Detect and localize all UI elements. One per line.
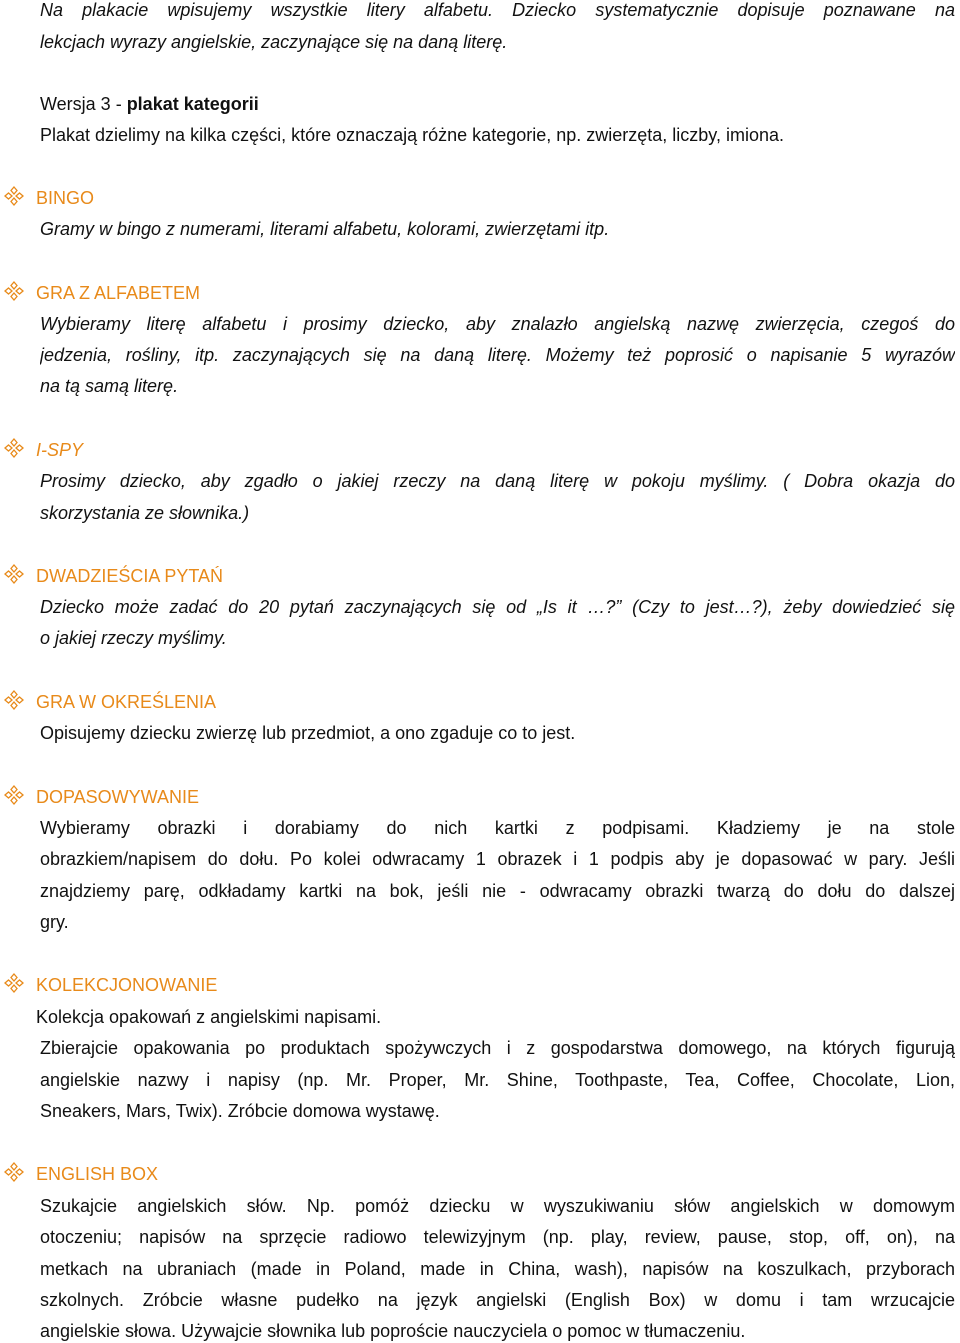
kolekcjonowanie-line-1: Kolekcja opakowań z angielskimi napisami.: [36, 1007, 382, 1027]
diamond-cluster-icon: [4, 1162, 24, 1182]
diamond-cluster-icon: [4, 690, 24, 710]
dopasowywanie-line-4: gry.: [40, 912, 69, 932]
heading-gra-w-okreslenia: GRA W OKREŚLENIA: [36, 692, 217, 712]
englishbox-line-3: metkach na ubraniach (made in Poland, made in China, wash), napisów na koszulkach, przyborach: [40, 1259, 955, 1279]
heading-kolekcjonowanie: KOLEKCJONOWANIE: [36, 975, 218, 995]
intro-line-2: lekcjach wyrazy angielskie, zaczynające się na daną literę.: [40, 32, 508, 52]
diamond-cluster-icon: [4, 438, 24, 458]
heading-dopasowywanie: DOPASOWYWANIE: [36, 787, 200, 807]
englishbox-line-4: szkolnych. Zróbcie własne pudełko na język angielski (English Box) w domu i tam wrzucajcie: [40, 1290, 955, 1310]
kolekcjonowanie-line-3: angielskie nazwy i napisy (np. Mr. Proper, Mr. Shine, Toothpaste, Tea, Coffee, Chocolate, Lion,: [40, 1070, 955, 1090]
alfabet-line-3: na tą samą literę.: [40, 376, 179, 396]
englishbox-line-5: angielskie słowa. Używajcie słownika lub poproście nauczyciela o pomoc w tłumaczeniu.: [40, 1321, 746, 1341]
kolekcjonowanie-line-4: Sneakers, Mars, Twix). Zróbcie domowa wystawę.: [40, 1101, 440, 1121]
diamond-cluster-icon: [4, 186, 24, 206]
diamond-cluster-icon: [4, 785, 24, 805]
ispy-line-2: skorzystania ze słownika.): [40, 503, 250, 523]
englishbox-line-1: Szukajcie angielskich słów. Np. pomóż dziecku w wyszukiwaniu słów angielskich w domowym: [40, 1196, 955, 1216]
diamond-cluster-icon: [4, 973, 24, 993]
heading-dwadziescia-pytan: DWADZIEŚCIA PYTAŃ: [36, 566, 224, 586]
wersja3-line-1: Plakat dzielimy na kilka części, które oznaczają różne kategorie, np. zwierzęta, liczby, imiona.: [40, 125, 784, 145]
heading-i-spy: I-SPY: [36, 440, 84, 460]
bingo-line-1: Gramy w bingo z numerami, literami alfabetu, kolorami, zwierzętami itp.: [40, 219, 610, 239]
heading-bingo: BINGO: [36, 188, 95, 208]
okreslenia-line-1: Opisujemy dziecku zwierzę lub przedmiot, a ono zgaduje co to jest.: [40, 723, 576, 743]
intro-line-1: Na plakacie wpisujemy wszystkie litery alfabetu. Dziecko systematycznie dopisuje poznawane na: [40, 0, 955, 20]
heading-english-box: ENGLISH BOX: [36, 1164, 159, 1184]
diamond-cluster-icon: [4, 281, 24, 301]
alfabet-line-2: jedzenia, rośliny, itp. zaczynających się na daną literę. Możemy też poprosić o napisanie 5 wyrazów: [40, 345, 955, 365]
dwadziescia-line-2: o jakiej rzeczy myślimy.: [40, 628, 227, 648]
dopasowywanie-line-1: Wybieramy obrazki i dorabiamy do nich kartki z podpisami. Kładziemy je na stole: [40, 818, 955, 838]
dopasowywanie-line-3: znajdziemy parę, odkładamy kartki na bok, jeśli nie - odwracamy obrazki twarzą do dołu do dalszej: [40, 881, 955, 901]
alfabet-line-1: Wybieramy literę alfabetu i prosimy dziecko, aby znalazło angielską nazwę zwierzęcia, czegoś do: [40, 314, 955, 334]
wersja3-title-prefix: Wersja 3 -: [40, 94, 127, 114]
dwadziescia-line-1: Dziecko może zadać do 20 pytań zaczynających się od „Is it …?” (Czy to jest…?), żeby dowiedzieć się: [40, 597, 955, 617]
wersja3-title: [40, 92, 955, 116]
dopasowywanie-line-2: obrazkiem/napisem do dołu. Po kolei odwracamy 1 obrazek i 1 podpis aby je dopasować w pary. Jeśli: [40, 849, 955, 869]
heading-gra-z-alfabetem: GRA Z ALFABETEM: [36, 283, 201, 303]
wersja3-title-bold: plakat kategorii: [126, 94, 259, 114]
diamond-cluster-icon: [4, 564, 24, 584]
englishbox-line-2: otoczeniu; napisów na sprzęcie radiowo telewizyjnym (np. play, review, pause, stop, off, on), na: [40, 1227, 955, 1247]
kolekcjonowanie-line-2: Zbierajcie opakowania po produktach spożywczych i z gospodarstwa domowego, na których figurują: [40, 1038, 955, 1058]
ispy-line-1: Prosimy dziecko, aby zgadło o jakiej rzeczy na daną literę w pokoju myślimy. ( Dobra okazja do: [40, 471, 955, 491]
